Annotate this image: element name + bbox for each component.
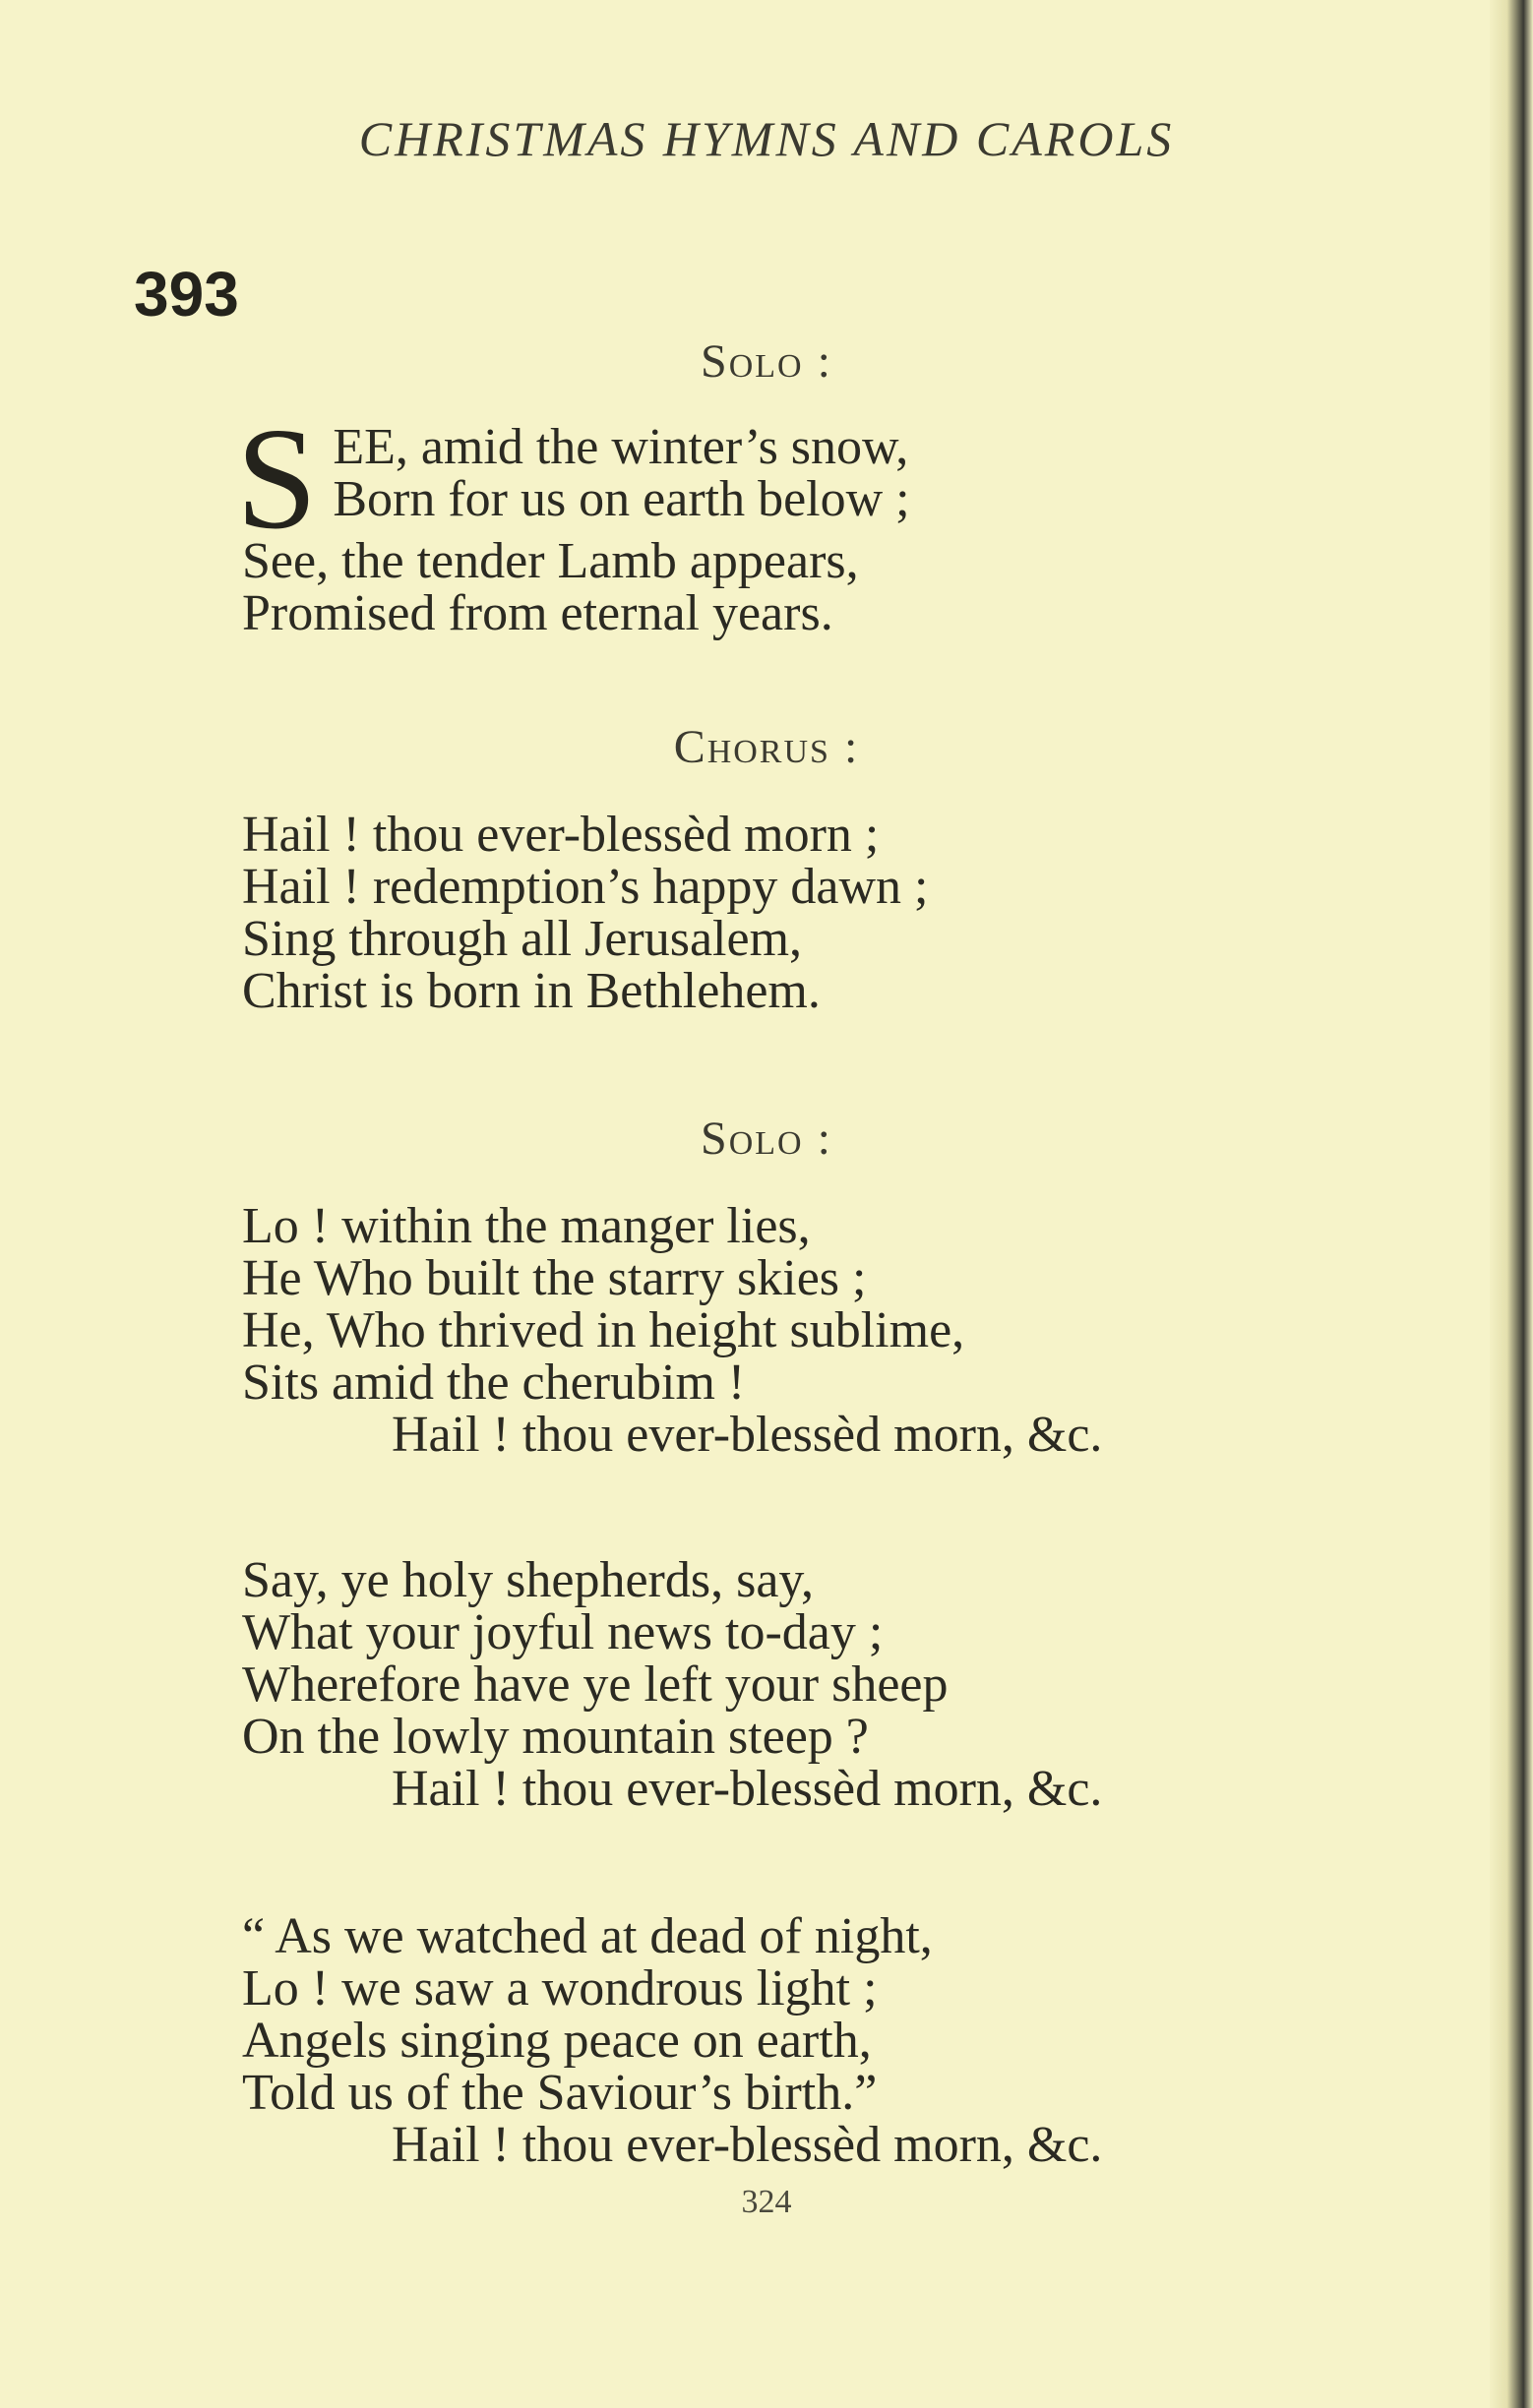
stanza-line: Sits amid the cherubim ! [242,1354,746,1411]
stanza-chorus [242,809,929,1017]
section-label-chorus: Chorus : [673,721,860,773]
stanza-line: Lo ! we saw a wondrous light ; [242,1960,878,2017]
stanza-line: Lo ! within the manger lies, [242,1198,811,1254]
stanza-1 [236,398,910,641]
stanza-line: EE, amid the winter’s snow, [333,419,909,475]
stanza-4 [242,1910,1102,2171]
running-head: CHRISTMAS HYMNS AND CAROLS [358,111,1175,166]
refrain-line: Hail ! thou ever-blessèd morn, &c. [392,2117,1103,2173]
stanza-line: On the lowly mountain steep ? [242,1709,869,1765]
stanza-line: Wherefore have ye left your sheep [242,1656,949,1713]
stanza-line: “ As we watched at dead of night, [242,1908,933,1964]
stanza-line: Born for us on earth below ; [333,471,910,527]
stanza-2 [242,1200,1102,1461]
refrain-line: Hail ! thou ever-blessèd morn, &c. [392,1761,1103,1817]
stanza-3 [242,1554,1102,1815]
section-label-solo-1: Solo : [701,335,832,388]
stanza-line: He, Who thrived in height sublime, [242,1302,965,1358]
page-number: 324 [741,2184,792,2220]
stanza-line: Hail ! redemption’s happy dawn ; [242,859,929,915]
stanza-line: He Who built the starry skies ; [242,1250,867,1306]
stanza-line: Say, ye holy shepherds, say, [242,1552,815,1608]
stanza-line: See, the tender Lamb appears, [242,533,859,589]
hymn-number: 393 [134,259,239,330]
refrain-line: Hail ! thou ever-blessèd morn, &c. [392,1407,1103,1463]
stanza-line: What your joyful news to-day ; [242,1604,884,1660]
stanza-line: Angels singing peace on earth, [242,2013,872,2069]
stanza-line: Promised from eternal years. [242,585,833,641]
stanza-line: Hail ! thou ever-blessèd morn ; [242,807,880,863]
stanza-line: Sing through all Jerusalem, [242,911,803,967]
section-label-solo-2: Solo : [701,1113,832,1165]
stanza-line: Christ is born in Bethlehem. [242,963,821,1019]
stanza-line: Told us of the Saviour’s birth.” [242,2065,878,2121]
drop-cap: S [236,398,318,560]
